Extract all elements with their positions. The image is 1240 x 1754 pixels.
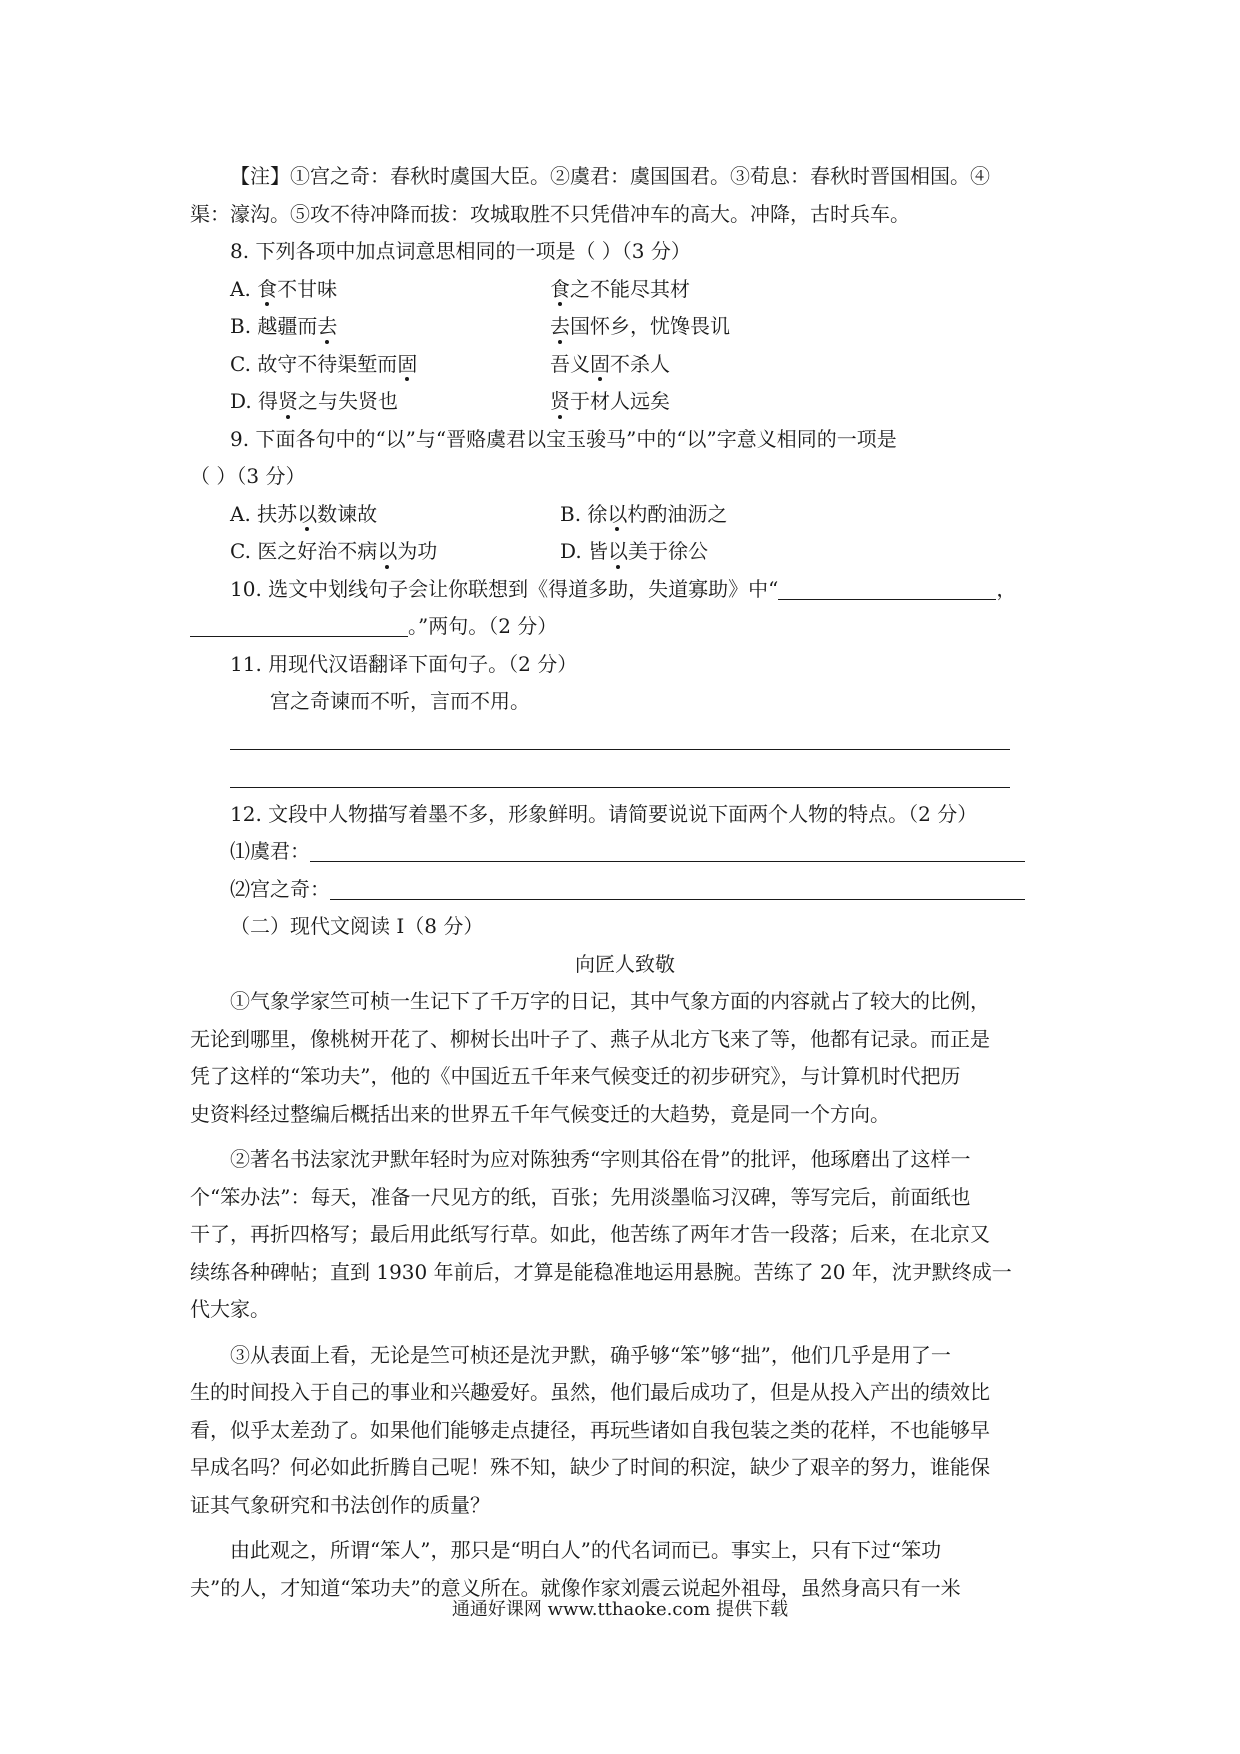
note-block [190,158,1060,233]
question-stem: 10. 选文中划线句子会让你联想到《得道多助，失道寡助》中“ ， [230,576,1017,601]
dotted-char: 固 [590,346,610,384]
question-stem-cont: 。”两句。（2 分） [190,608,1060,646]
section-heading: （二）现代文阅读 I（8 分） [230,914,484,938]
question-10 [190,571,1060,646]
dotted-char: 以 [608,533,628,571]
dotted-char: 以 [607,496,627,534]
dotted-char: 以 [377,533,397,571]
paragraph-line: ①气象学家竺可桢一生记下了千万字的日记，其中气象方面的内容就占了较大的比例， [230,989,990,1013]
paragraph-line: 证其气象研究和书法创作的质量？ [190,1492,490,1517]
option-right: 去国怀乡，忧馋畏讥 [550,308,730,346]
question-9 [190,421,1060,571]
note-line: 渠：濠沟。⑤攻不待冲降而拔：攻城取胜不只凭借冲车的高大。冲降，古时兵车。 [190,201,910,226]
article-title: 向匠人致敬 [575,951,675,976]
option-left: B. 越疆而去 [230,308,550,346]
option-left: C. 故守不待渠堑而固 [230,346,550,384]
page-footer: 通通好课网 www.tthaoke.com 提供下载 [451,1599,789,1620]
option-c: C. 医之好治不病以为功 [230,533,560,571]
dotted-char: 以 [297,496,317,534]
option-right: 食之不能尽其材 [550,271,690,309]
option-d: D. 皆以美于徐公 [560,533,708,571]
question-stem: 11. 用现代汉语翻译下面句子。（2 分） [230,651,578,676]
option-b: B. 徐以杓酌油沥之 [560,496,727,534]
article-paragraph [190,983,1060,1133]
answer-line[interactable] [190,721,1060,759]
question-stem: 12. 文段中人物描写着墨不多，形象鲜明。请简要说说下面两个人物的特点。（2 分） [230,801,978,826]
dotted-char: 去 [317,308,337,346]
answer-blank[interactable] [778,575,996,600]
option-right: 吾义固不杀人 [550,346,670,384]
paragraph-line: 无论到哪里，像桃树开花了、柳树长出叶子了、燕子从北方飞来了等，他都有记录。而正是 [190,1026,990,1051]
paragraph-line: 生的时间投入于自己的事业和兴趣爱好。虽然，他们最后成功了，但是从投入产出的绩效比 [190,1380,990,1404]
option-row [190,271,1060,309]
dotted-char: 食 [550,271,570,309]
question-stem-cont: （ ）（3 分） [190,464,306,488]
question-12 [190,796,1060,909]
question-stem: 8. 下列各项中加点词意思相同的一项是（ ）（3 分） [230,239,691,263]
dotted-char: 食 [257,271,277,309]
dotted-char: 去 [550,308,570,346]
option-row [190,346,1060,384]
dotted-char: 贤 [278,383,298,421]
question-stem: 9. 下面各句中的“以”与“晋赂虞君以宝玉骏马”中的“以”字意义相同的一项是 [230,426,897,451]
paragraph-line: 续练各种碑帖；直到 1930 年前后，才算是能稳准地运用悬腕。苦练了 20 年，沈尹默终成一 [190,1259,1012,1284]
answer-blank[interactable] [310,837,1025,862]
option-row [190,496,1060,534]
article-paragraph [190,1337,1060,1525]
option-a: A. 扶苏以数谏故 [230,496,560,534]
answer-blank[interactable] [330,875,1025,900]
paragraph-line: ②著名书法家沈尹默年轻时为应对陈独秀“字则其俗在骨”的批评，他琢磨出了这样一 [230,1147,971,1171]
option-left: A. 食不甘味 [230,271,550,309]
dotted-char: 固 [397,346,417,384]
option-row [190,308,1060,346]
option-row [190,533,1060,571]
note-line: 【注】①宫之奇：春秋时虞国大臣。②虞君：虞国国君。③荀息：春秋时晋国相国。④ [230,164,990,188]
dotted-char: 贤 [550,383,570,421]
translate-sentence: 宫之奇谏而不听，言而不用。 [270,689,530,713]
question-8 [190,233,1060,421]
paragraph-line: 史资料经过整编后概括出来的世界五千年气候变迁的大趋势，竟是同一个方向。 [190,1101,890,1126]
paragraph-line: 夫”的人，才知道“笨功夫”的意义所在。就像作家刘震云说起外祖母，虽然身高只有一米 [190,1575,961,1600]
paragraph-line: 看，似乎太差劲了。如果他们能够走点捷径，再玩些诸如自我包装之类的花样，不也能够早 [190,1417,990,1442]
character-item: ⑵宫之奇： [190,871,1060,909]
answer-blank[interactable] [190,612,408,637]
paragraph-line: 个“笨办法”：每天，准备一尺见方的纸，百张；先用淡墨临习汉碑，等写完后，前面纸也 [190,1184,971,1209]
article-paragraph [190,1141,1060,1329]
paragraph-line: 代大家。 [190,1297,270,1321]
paragraph-line: ③从表面上看，无论是竺可桢还是沈尹默，确乎够“笨”够“拙”，他们几乎是用了一 [230,1342,951,1367]
paragraph-line: 凭了这样的“笨功夫”，他的《中国近五千年来气候变迁的初步研究》，与计算机时代把历 [190,1064,961,1088]
paragraph-line: 干了，再折四格写；最后用此纸写行草。如此，他苦练了两年才告一段落；后来，在北京又 [190,1222,990,1246]
option-row [190,383,1060,421]
option-left: D. 得贤之与失贤也 [230,383,550,421]
exam-page [190,158,1060,1607]
character-item: ⑴虞君： [190,833,1060,871]
paragraph-line: 早成名吗？何必如此折腾自己呢！殊不知，缺少了时间的积淀，缺少了艰辛的努力，谁能保 [190,1455,990,1479]
answer-line[interactable] [190,758,1060,796]
paragraph-line: 由此观之，所谓“笨人”，那只是“明白人”的代名词而已。事实上，只有下过“笨功 [230,1538,942,1562]
question-11 [190,646,1060,796]
option-right: 贤于材人远矣 [550,383,670,421]
